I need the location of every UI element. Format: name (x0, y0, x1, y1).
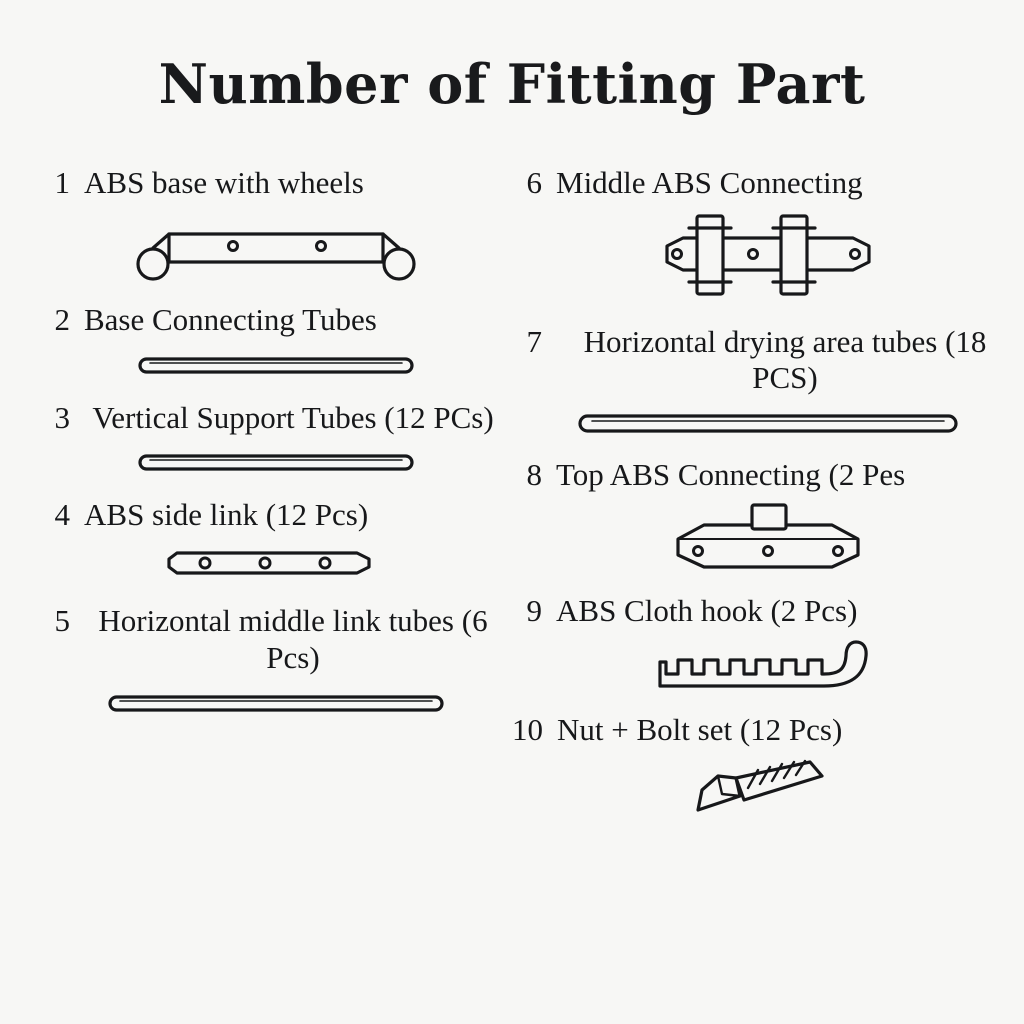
part-text: ABS Cloth hook (2 Pcs) (556, 593, 858, 629)
tube-extra-long-icon (512, 411, 1024, 437)
part-label (512, 457, 1024, 494)
list-item (512, 165, 1024, 308)
list-item (40, 165, 512, 284)
list-item (512, 457, 1024, 578)
part-number: 3 (54, 400, 70, 436)
part-label (40, 497, 512, 534)
part-number: 10 (512, 711, 543, 747)
list-item (512, 712, 1024, 845)
tube-long-icon (40, 451, 512, 475)
part-number: 1 (54, 165, 70, 200)
list-item (40, 603, 512, 716)
page-title: Number of Fitting Part (158, 52, 866, 116)
abs-cloth-hook-icon (512, 638, 1024, 698)
part-number: 9 (526, 593, 542, 629)
part-label (40, 400, 512, 437)
top-abs-connecting-icon (512, 503, 1024, 577)
part-text: Nut + Bolt set (12 Pcs) (557, 711, 843, 747)
part-number: 2 (54, 301, 70, 337)
abs-base-with-wheels-icon (40, 204, 512, 284)
list-item (40, 302, 512, 379)
middle-abs-connecting-icon (512, 208, 1024, 308)
part-label (512, 712, 1024, 749)
part-text: Horizontal drying area tubes (18 PCS) (583, 323, 987, 396)
part-label (40, 165, 512, 202)
list-item (40, 400, 512, 475)
part-number: 8 (526, 456, 542, 492)
part-text: Vertical Support Tubes (12 PCs) (92, 400, 494, 436)
part-label (512, 165, 1024, 202)
part-label (512, 593, 1024, 630)
tube-long-icon (40, 354, 512, 378)
tube-long-icon (40, 692, 512, 716)
part-text: ABS base with wheels (84, 165, 364, 200)
parts-column-right (512, 165, 1024, 844)
part-text: Base Connecting Tubes (84, 301, 377, 337)
part-number: 7 (526, 323, 542, 359)
abs-side-link-icon (40, 545, 512, 581)
part-text: ABS side link (12 Pcs) (84, 496, 369, 532)
parts-column-left (40, 165, 512, 716)
part-text: Top ABS Connecting (2 Pes (556, 456, 906, 492)
part-text: Horizontal middle link tubes (6 Pcs) (98, 603, 488, 675)
part-number: 5 (54, 603, 70, 639)
part-number: 4 (54, 496, 70, 532)
list-item (512, 324, 1024, 437)
part-label (40, 302, 512, 339)
nut-bolt-set-icon (512, 758, 1024, 844)
part-number: 6 (526, 165, 542, 200)
list-item (40, 497, 512, 582)
part-label (512, 324, 1024, 397)
list-item (512, 593, 1024, 698)
part-label (40, 603, 512, 676)
part-text: Middle ABS Connecting (556, 165, 863, 200)
